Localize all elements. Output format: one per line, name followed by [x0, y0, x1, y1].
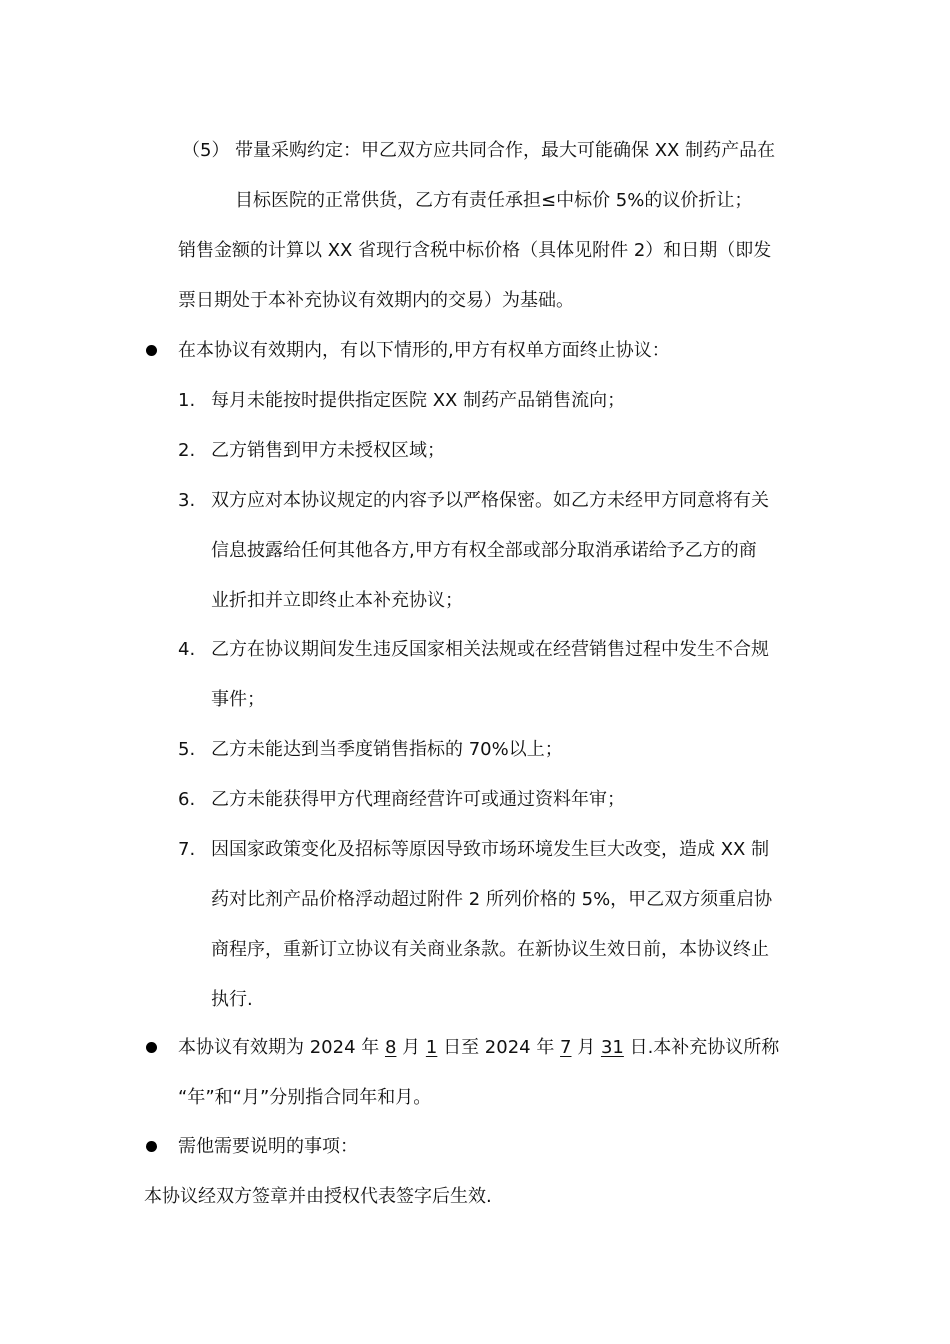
validity-end-day: 31: [600, 1037, 624, 1058]
validity-text: 月: [571, 1037, 601, 1058]
other-matters-intro: 需他需要说明的事项：: [178, 1136, 358, 1157]
sales-para-line-2: 票日期处于本补充协议有效期内的交易）为基础。: [178, 290, 574, 311]
validity-text: 本协议有效期为 2024 年: [178, 1037, 385, 1058]
termination-item-line: 因国家政策变化及招标等原因导致市场环境发生巨大改变，造成 XX 制: [211, 839, 770, 860]
termination-item-line: 乙方未能获得甲方代理商经营许可或通过资料年审；: [211, 789, 625, 810]
validity-start-month: 8: [384, 1037, 397, 1058]
termination-item-line: 乙方未能达到当季度销售指标的 70%以上；: [211, 739, 563, 760]
termination-item-line: 事件；: [211, 689, 265, 710]
bullet-icon: [146, 1141, 157, 1152]
sales-para-line-1: 销售金额的计算以 XX 省现行含税中标价格（具体见附件 2）和日期（即发: [178, 240, 772, 261]
validity-text: 日.本补充协议所称: [623, 1037, 780, 1058]
termination-item-line: 商程序，重新订立协议有关商业条款。在新协议生效日前，本协议终止: [211, 939, 769, 960]
termination-item-number: 6.: [178, 789, 196, 810]
validity-line-2: “年”和“月”分别指合同年和月。: [178, 1087, 432, 1108]
termination-item-line: 每月未能按时提供指定医院 XX 制药产品销售流向；: [211, 390, 626, 411]
termination-item-number: 5.: [178, 739, 196, 760]
termination-item-line: 信息披露给任何其他各方,甲方有权全部或部分取消承诺给予乙方的商: [211, 540, 757, 561]
termination-item-number: 2.: [178, 440, 196, 461]
termination-item-number: 3.: [178, 490, 196, 511]
termination-item-number: 4.: [178, 639, 196, 660]
validity-line-1: [178, 1035, 779, 1061]
validity-end-month: 7: [560, 1037, 572, 1058]
termination-item-line: 乙方销售到甲方未授权区域；: [211, 440, 445, 461]
bullet-icon: [146, 345, 157, 356]
termination-intro: 在本协议有效期内，有以下情形的,甲方有权单方面终止协议：: [178, 340, 670, 361]
item-5-line-1: 带量采购约定：甲乙双方应共同合作，最大可能确保 XX 制药产品在: [235, 140, 776, 161]
termination-item-number: 7.: [178, 839, 196, 860]
bullet-icon: [146, 1042, 157, 1053]
closing-statement: 本协议经双方签章并由授权代表签字后生效.: [144, 1186, 492, 1207]
termination-item-line: 药对比剂产品价格浮动超过附件 2 所列价格的 5%，甲乙双方须重启协: [211, 889, 773, 910]
validity-start-day: 1: [425, 1037, 438, 1058]
item-5-line-2: 目标医院的正常供货，乙方有责任承担≤中标价 5%的议价折让；: [235, 190, 753, 211]
validity-text: 日至 2024 年: [437, 1037, 561, 1058]
termination-item-line: 业折扣并立即终止本补充协议；: [211, 590, 463, 611]
termination-item-number: 1.: [178, 390, 196, 411]
termination-item-line: 双方应对本协议规定的内容予以严格保密。如乙方未经甲方同意将有关: [211, 490, 769, 511]
item-5-number: （5）: [182, 140, 230, 161]
termination-item-line: 乙方在协议期间发生违反国家相关法规或在经营销售过程中发生不合规: [211, 639, 769, 660]
validity-text: 月: [396, 1037, 426, 1058]
termination-item-line: 执行.: [211, 989, 253, 1010]
